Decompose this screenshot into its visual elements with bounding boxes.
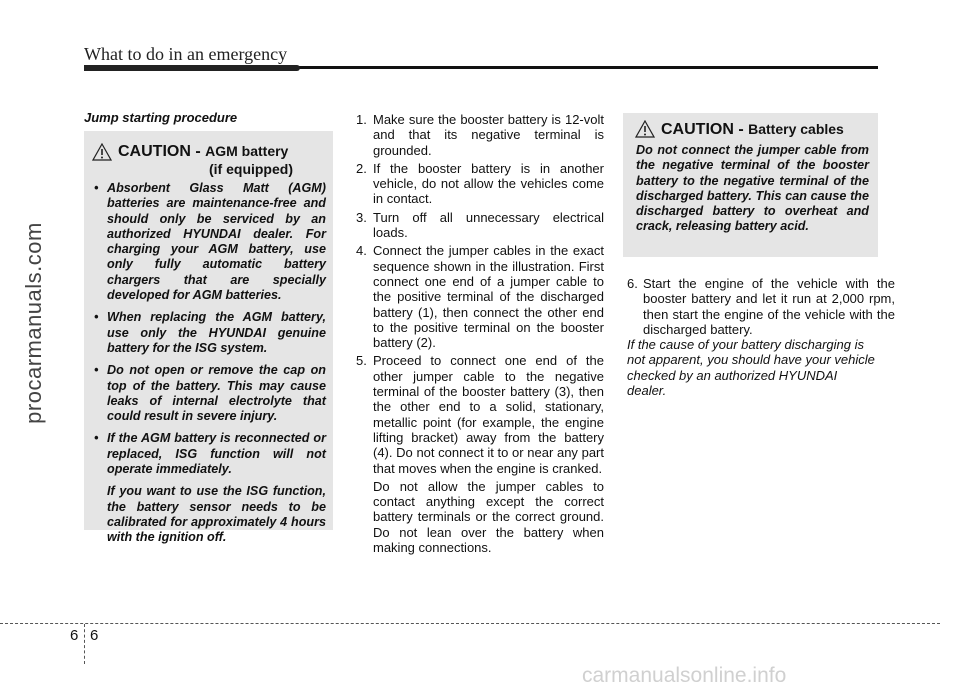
step-item: 5. Proceed to connect one end of the other jumper cable to the negative terminal of the booster battery (3), then the other end to a solid, stationary, metallic point (for example, the engine lifting bracket) away from the battery (4). Do not connect it to or near any part that moves when the engine is cranked. Do not allow the jumper cables to contact anything except the correct battery terminals or the correct ground. Do not lean over the battery when making connections.	[356, 353, 604, 556]
caution-cables-box	[623, 113, 878, 257]
bullet-item: • When replacing the AGM battery, use only the HYUNDAI genuine battery for the ISG system.	[90, 310, 326, 356]
footer-vertical-rule	[84, 624, 85, 664]
step-6-text: Start the engine of the vehicle with the booster battery and let it run at 2,000 rpm, then start the engine of the vehicle with the discharged battery.	[643, 276, 895, 337]
caution-subject-line2: (if equipped)	[209, 161, 293, 177]
caution-cables-heading	[661, 121, 844, 139]
step-6	[627, 276, 895, 337]
warning-triangle-icon	[92, 143, 112, 161]
step-item: 1. Make sure the booster battery is 12-volt and that its negative terminal is grounded.	[356, 112, 604, 158]
caution-label: CAUTION -	[661, 121, 744, 138]
caution-agm-heading	[118, 143, 288, 161]
warning-triangle-icon	[635, 120, 655, 138]
caution-agm-body	[90, 181, 326, 553]
step-5-extra: Do not allow the jumper cables to contact anything except the correct battery terminals or the correct ground. Do not lean over the battery when making connections.	[373, 478, 604, 556]
caution-agm-bullets	[90, 181, 326, 546]
footer-dashed-rule	[0, 623, 940, 624]
caution-label: CAUTION -	[118, 143, 201, 160]
bullet-item: • If the AGM battery is reconnected or replaced, ISG function will not operate immediately. If you want to use the ISG function, the battery sensor needs to be calibrated for approximately 4 hours with the ignition off.	[90, 431, 326, 545]
step-item: 2. If the booster battery is in another vehicle, do not allow the vehicles come in contact.	[356, 160, 604, 207]
jump-start-steps	[356, 112, 604, 558]
page-header-title: What to do in an emergency	[84, 44, 288, 64]
step-6-number: 6.	[627, 276, 638, 291]
chapter-number: 6	[70, 627, 79, 644]
step-item: 3. Turn off all unnecessary electrical loads.	[356, 209, 604, 241]
bullet-extra-paragraph: If you want to use the ISG function, the battery sensor needs to be calibrated for approximately 4 hours with the ignition off.	[107, 484, 326, 545]
bullet-item: • Absorbent Glass Matt (AGM) batteries are maintenance-free and should only be serviced by an authorized HYUNDAI dealer. For charging your AGM battery, use only fully automatic battery chargers that are specially developed for AGM batteries.	[90, 181, 326, 303]
step-item: 4. Connect the jumper cables in the exact sequence shown in the illustration. First connect one end of a jumper cable to the positive terminal of the discharged battery (1), then connect the other end to the positive terminal on the booster battery (2).	[356, 243, 604, 351]
caution-agm-box	[84, 131, 333, 545]
bullet-item: • Do not open or remove the cap on top of the battery. This may cause leaks of internal electrolyte that could result in severe injury.	[90, 363, 326, 424]
dealer-note: If the cause of your battery discharging is not apparent, you should have your vehicle checked by an authorized HYUNDAI dealer.	[627, 337, 875, 398]
header-rule-accent	[84, 65, 300, 71]
caution-cables-body: Do not connect the jumper cable from the negative terminal of the booster battery to the negative terminal of the discharged battery. This can cause the discharged battery to overheat and crack, releasing battery acid.	[636, 143, 869, 234]
bottom-watermark: carmanualsonline.info	[582, 664, 787, 687]
caution-subject: AGM battery	[205, 143, 289, 159]
caution-subject: Battery cables	[748, 121, 844, 137]
page-number: 6	[90, 627, 99, 644]
section-title: Jump starting procedure	[84, 110, 238, 125]
side-watermark: procarmanuals.com	[21, 222, 46, 424]
